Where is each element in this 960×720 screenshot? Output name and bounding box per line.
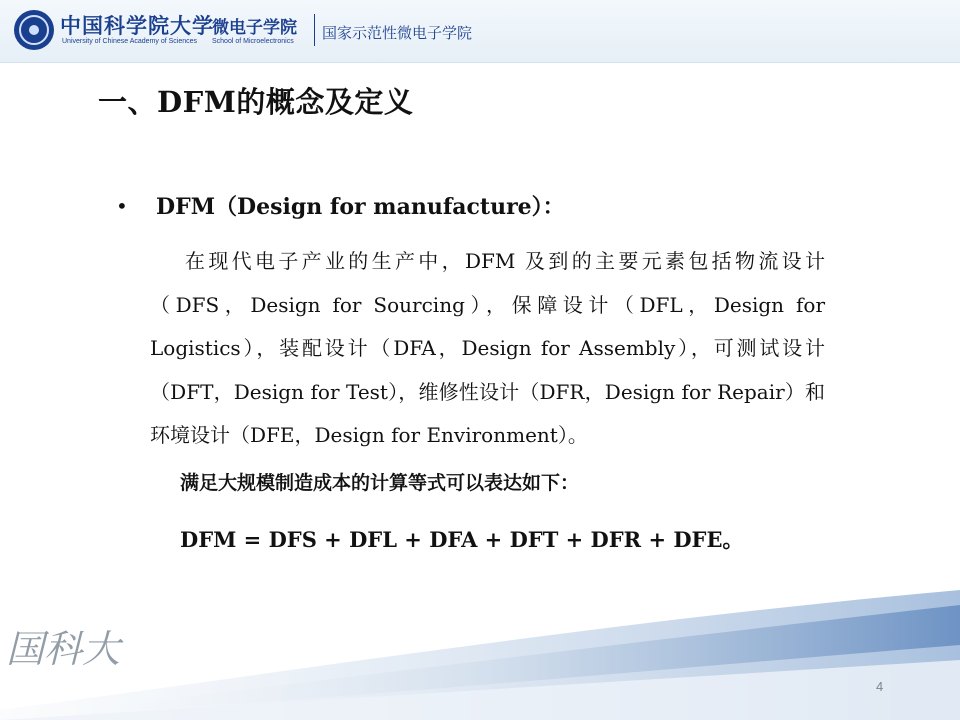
ucas-seal-logo [14,10,54,50]
body-paragraph: 在现代电子产业的生产中，DFM 及到的主要元素包括物流设计（DFS，Design for Sourcing），保障设计（DFL，Design for Logistics），装配设计（DFA，Design for Assembly），可测试设计（DFT，Design for Test），维修性设计（DFR，Design for Repair）和环境设计（DFE，Design for Environment）。 [150,249,825,447]
slide-title: 一、DFM的概念及定义 [98,85,414,119]
bottom-swoosh-decoration [0,560,960,720]
school-name-en: School of Microelectronics [212,38,294,45]
bullet-marker: • [116,194,128,218]
formula-intro: 满足大规模制造成本的计算等式可以表达如下： [180,472,580,494]
ucas-calligraphy-watermark: 国科大 [6,627,121,671]
university-name-en: University of Chinese Academy of Sciences [62,38,198,45]
university-name: 中国科学院大学 [60,13,214,38]
formula: DFM = DFS + DFL + DFA + DFT + DFR + DFE。 [180,527,744,552]
header-banner [0,0,960,63]
header-divider [314,14,315,46]
center-name: 国家示范性微电子学院 [322,24,473,42]
school-name: 微电子学院 [212,18,297,38]
page-number: 4 [876,679,884,694]
bullet-heading: DFM（Design for manufacture）： [156,194,565,220]
